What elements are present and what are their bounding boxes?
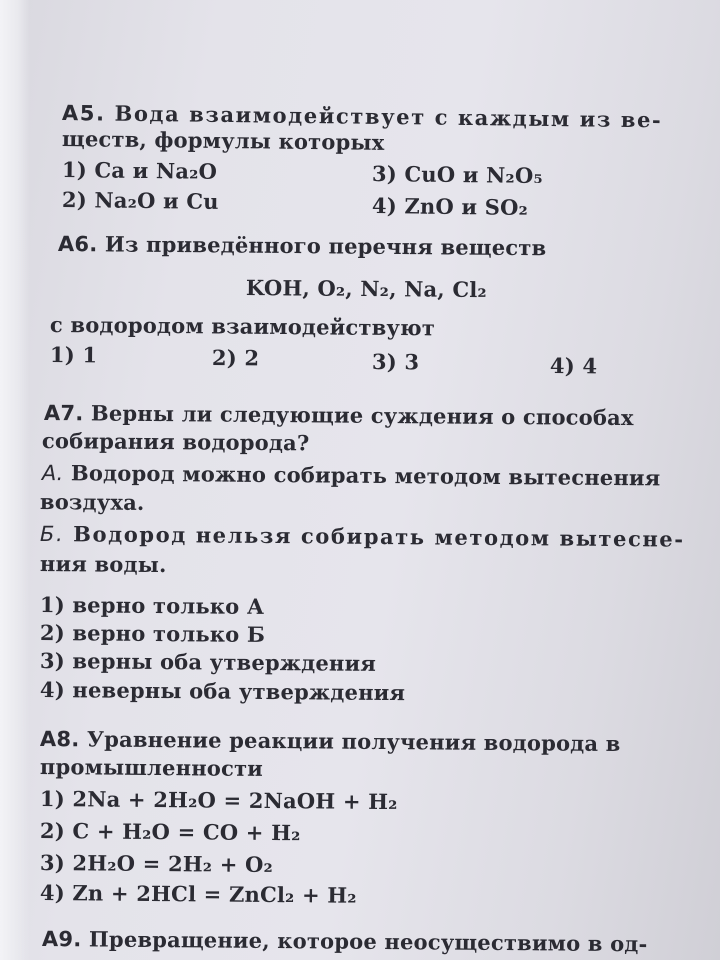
- question-a7-line1: [44, 400, 634, 430]
- question-a9-text-line1: Превращение, которое неосуществимо в од-: [88, 926, 648, 957]
- question-a8-line1: [40, 726, 621, 756]
- answer-option-a5-1: 1) Ca и Na₂O: [61, 157, 218, 184]
- question-a6-line1: [58, 231, 547, 260]
- statement-a-label: А.: [41, 461, 64, 486]
- statement-a-line2: воздуха.: [39, 489, 145, 515]
- question-number-a7: А7.: [43, 401, 84, 426]
- answer-option-a6-4: 4) 4: [549, 353, 598, 379]
- answer-option-a6-3: 3) 3: [371, 349, 420, 375]
- question-a5-text-line1: Вода взаимодействует с каждым из ве-: [114, 100, 663, 133]
- answer-option-a5-2: 2) Na₂O и Cu: [61, 187, 219, 214]
- question-a7-text-line2: собирания водорода?: [41, 428, 310, 456]
- question-a6-formula: KOH, O₂, N₂, Na, Cl₂: [245, 275, 487, 303]
- answer-option-a8-2: 2) C + H₂O = CO + H₂: [39, 818, 301, 846]
- question-a5-text-line2: ществ, формулы которых: [61, 126, 385, 155]
- question-a9-line1: [42, 926, 648, 956]
- question-number-a8: А8.: [39, 727, 80, 752]
- question-number-a6: А6.: [57, 232, 98, 257]
- question-a6-text-line1: Из приведённого перечня веществ: [104, 231, 547, 261]
- answer-option-a8-4: 4) Zn + 2HCl = ZnCl₂ + H₂: [39, 880, 357, 908]
- answer-option-a7-2: 2) верно только Б: [39, 620, 266, 647]
- statement-a-line1: [42, 460, 661, 490]
- question-number-a9: А9.: [41, 927, 82, 952]
- answer-option-a8-3: 3) 2H₂O = 2H₂ + O₂: [39, 850, 274, 878]
- answer-option-a5-4: 4) ZnO и SO₂: [371, 193, 529, 220]
- statement-a-text: Водород можно собирать методом вытеснения: [70, 460, 661, 491]
- statement-b-label: Б.: [39, 522, 65, 547]
- question-a8-text-line1: Уравнение реакции получения водорода в: [86, 726, 621, 757]
- statement-b-line2: ния воды.: [39, 551, 167, 578]
- question-a6-text-line2: с водородом взаимодействуют: [49, 312, 436, 341]
- question-number-a5: А5.: [61, 101, 106, 126]
- answer-option-a6-2: 2) 2: [211, 345, 260, 371]
- answer-option-a8-1: 1) 2Na + 2H₂O = 2NaOH + H₂: [39, 786, 398, 815]
- answer-option-a5-3: 3) CuO и N₂O₅: [371, 161, 543, 189]
- answer-option-a7-3: 3) верны оба утверждения: [39, 648, 377, 676]
- page-edge: [0, 0, 30, 960]
- statement-b-text: Водород нельзя собирать методом вытесне-: [73, 521, 685, 552]
- statement-b-line1: [40, 521, 685, 552]
- question-a8-text-line2: промышленности: [39, 754, 264, 781]
- question-a7-text-line1: Верны ли следующие суждения о способах: [90, 400, 634, 431]
- answer-option-a6-1: 1) 1: [49, 342, 98, 368]
- answer-option-a7-1: 1) верно только А: [39, 592, 265, 619]
- answer-option-a7-4: 4) неверны оба утверждения: [39, 677, 406, 706]
